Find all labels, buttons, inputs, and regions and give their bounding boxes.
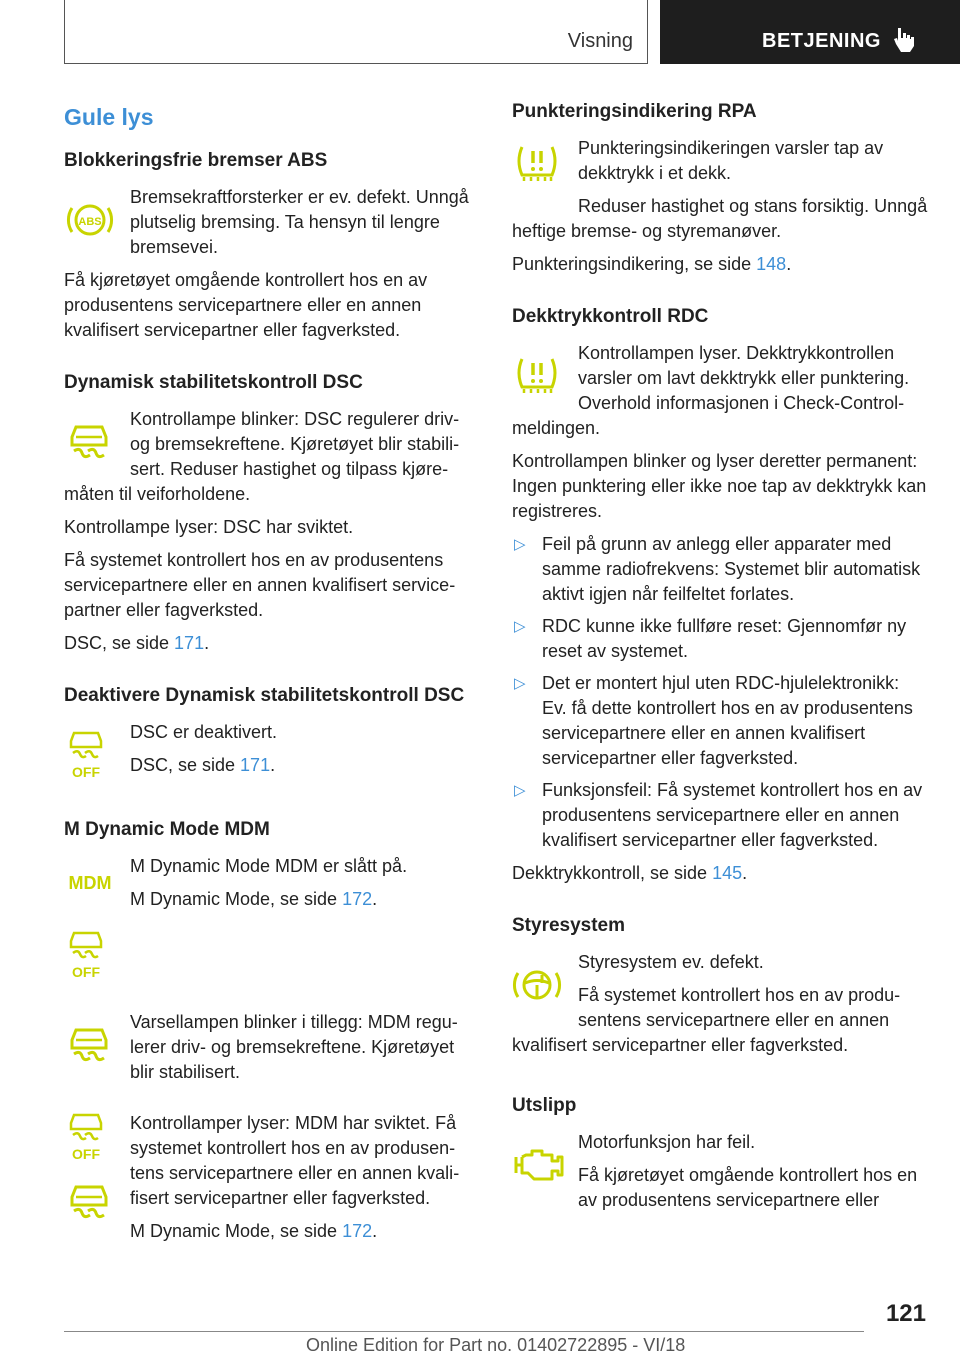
rpa-text-1: Punkteringsindikeringen varsler tap av dekktrykk i et dekk. bbox=[578, 138, 884, 183]
rdc-ref-text: Dekktrykkontroll, se side bbox=[512, 863, 713, 883]
mdm-dsc-off-icon bbox=[64, 920, 130, 990]
rdc-text-2: Kontrollampen blinker og lyser deretter permanent: Ingen punktering eller ikke noe tap av dekktrykk kan registreres. bbox=[512, 451, 927, 521]
tire-pressure-warning-icon bbox=[512, 136, 578, 192]
mdm-ref-text: M Dynamic Mode, se side bbox=[130, 889, 343, 909]
tire-pressure-monitor-icon bbox=[512, 341, 578, 411]
rpa-ref-end: . bbox=[786, 254, 792, 274]
steering-text-1: Styresystem ev. defekt. bbox=[578, 952, 764, 972]
rdc-page-link[interactable]: 145 bbox=[712, 863, 743, 883]
triangle-bullet-icon: ▷ bbox=[514, 675, 526, 692]
engine-warning-icon bbox=[512, 1130, 578, 1200]
abs-entry bbox=[64, 149, 482, 343]
mdm-page-link[interactable]: 172 bbox=[342, 889, 373, 909]
mdm-fail-off-icon bbox=[64, 1111, 108, 1163]
hand-pointer-icon bbox=[892, 24, 916, 54]
edition-text: Online Edition for Part no. 01402722895 - VI/18 bbox=[306, 1335, 686, 1355]
dsc-reference bbox=[64, 631, 482, 656]
emission-text-2: Få kjøretøyet omgående kontrollert hos en av produsentens servicepartnere eller bbox=[578, 1165, 918, 1210]
steering-heading: Styresystem bbox=[512, 915, 626, 936]
mdm-fail-text: Kontrollamper lyser: MDM har sviktet. Få systemet kontrollert hos en av produsentens servicepartnere eller en annen kvalifisert servicepartner eller fagverksted. bbox=[130, 1113, 460, 1208]
rdc-text-1: Kontrollampen lyser. Dekktrykkontrollen varsler om lavt dekktrykk eller punktering. Overhold informasjonen i Check-Control-meldingen. bbox=[512, 343, 910, 438]
steering-text-2: Få systemet kontrollert hos en av produsentens servicepartnere eller en annen kvalifisert servicepartner eller fagverksted. bbox=[512, 985, 901, 1055]
dsc-off-ref-text: DSC, se side bbox=[130, 755, 241, 775]
abs-warning-icon bbox=[64, 185, 130, 255]
mdm-ref2-end: . bbox=[372, 1221, 378, 1241]
header-tab-betjening-label: BETJENING bbox=[762, 30, 881, 52]
dsc-ref-end: . bbox=[204, 633, 210, 653]
mdm-fail-icons bbox=[64, 1111, 130, 1241]
rdc-entry bbox=[512, 305, 928, 886]
dsc-heading: Dynamisk stabilitetskontroll DSC bbox=[64, 372, 363, 393]
right-column bbox=[512, 100, 928, 1249]
mdm-page-link-2[interactable]: 172 bbox=[342, 1221, 373, 1241]
dsc-text-1: Kontrollampe blinker: DSC regulerer driv- og bremsekreftene. Kjøretøyet blir stabilisert. Reduser hastighet og tilpass kjøremåten til veiforholdene. bbox=[64, 409, 460, 504]
abs-text-2: Få kjøretøyet omgående kontrollert hos en av produsentens servicepartnere eller en annen kvalifisert servicepartner eller fagverksted. bbox=[64, 270, 428, 340]
rpa-ref-text: Punkteringsindikering, se side bbox=[512, 254, 757, 274]
mdm-blink-text: Varsellampen blinker i tillegg: MDM regulerer driv- og bremsekreftene. Kjøretøyet blir stabilisert. bbox=[130, 1012, 458, 1082]
dsc-page-link[interactable]: 171 bbox=[174, 633, 205, 653]
steering-warning-icon bbox=[512, 950, 578, 1020]
dsc-off-text-1: DSC er deaktivert. bbox=[130, 722, 278, 742]
rpa-entry bbox=[512, 100, 928, 277]
abs-heading: Blokkeringsfrie bremser ABS bbox=[64, 150, 328, 171]
mdm-text-1: M Dynamic Mode MDM er slått på. bbox=[130, 856, 408, 876]
rdc-bullet-text: Det er montert hjul uten RDC-hjulelektronikk: Ev. få dette kontrollert hos en av produsentens servicepartnere eller en annen kvalifisert servicepartner eller fagverksted. bbox=[542, 673, 913, 768]
rpa-text-2: Reduser hastighet og stans forsiktig. Unngå heftige bremse- og styremanøver. bbox=[512, 196, 928, 241]
triangle-bullet-icon: ▷ bbox=[514, 618, 526, 635]
abs-text-1: Bremsekraftforsterker er ev. defekt. Unngå plutselig bremsing. Ta hensyn til lengre bremsevei. bbox=[130, 187, 469, 257]
rdc-bullet-text: Funksjonsfeil: Få systemet kontrollert hos en av produsentens servicepartnere eller en annen kvalifisert servicepartner eller fagverksted. bbox=[542, 780, 923, 850]
dsc-off-icon bbox=[64, 720, 130, 790]
dsc-off-heading: Deaktivere Dynamisk stabilitetskontroll DSC bbox=[64, 685, 465, 706]
mdm-icon bbox=[64, 854, 130, 910]
dsc-text-2: Kontrollampe lyser: DSC har sviktet. bbox=[64, 517, 354, 537]
rdc-ref-end: . bbox=[742, 863, 748, 883]
dsc-ref-text: DSC, se side bbox=[64, 633, 175, 653]
mdm-icon-label: MDM bbox=[68, 873, 112, 893]
page-number: 121 bbox=[885, 1300, 926, 1327]
mdm-fail-off-label: OFF bbox=[72, 1146, 100, 1162]
abs-icon-label: ABS bbox=[78, 216, 102, 228]
list-item bbox=[512, 671, 928, 771]
rpa-heading: Punkteringsindikering RPA bbox=[512, 101, 757, 122]
emission-text-1: Motorfunksjon har feil. bbox=[578, 1132, 756, 1152]
mdm-entry bbox=[64, 818, 482, 1252]
list-item bbox=[512, 778, 928, 853]
rdc-heading: Dekktrykkontroll RDC bbox=[512, 306, 709, 327]
header-tab-visning bbox=[64, 0, 648, 64]
dsc-off-entry bbox=[64, 684, 482, 790]
mdm-dsc-icon bbox=[64, 1010, 130, 1080]
mdm-ref2-text: M Dynamic Mode, se side bbox=[130, 1221, 343, 1241]
rdc-bullet-list bbox=[512, 532, 928, 853]
rdc-bullet-text: RDC kunne ikke fullføre reset: Gjennomfør ny reset av systemet. bbox=[542, 616, 907, 661]
dsc-warning-icon bbox=[64, 407, 130, 477]
mdm-fail-dsc-icon bbox=[64, 1177, 114, 1227]
steering-entry bbox=[512, 914, 928, 1066]
header-tab-betjening bbox=[660, 0, 960, 64]
rdc-reference bbox=[512, 861, 928, 886]
list-item bbox=[512, 614, 928, 664]
rpa-page-link[interactable]: 148 bbox=[756, 254, 787, 274]
rdc-bullet-text: Feil på grunn av anlegg eller apparater med samme radiofrekvens: Systemet blir automatisk aktivt igjen når feilfeltet forlates. bbox=[542, 534, 921, 604]
dsc-off-page-link[interactable]: 171 bbox=[240, 755, 271, 775]
emission-heading: Utslipp bbox=[512, 1095, 577, 1116]
section-title: Gule lys bbox=[64, 104, 154, 130]
mdm-heading: M Dynamic Mode MDM bbox=[64, 819, 270, 840]
triangle-bullet-icon: ▷ bbox=[514, 782, 526, 799]
emission-entry bbox=[512, 1094, 928, 1221]
triangle-bullet-icon: ▷ bbox=[514, 536, 526, 553]
list-item bbox=[512, 532, 928, 607]
left-column bbox=[64, 100, 482, 1280]
footer-divider bbox=[64, 1331, 864, 1332]
rpa-reference bbox=[512, 252, 928, 277]
dsc-off-ref-end: . bbox=[270, 755, 276, 775]
dsc-off-icon-label: OFF bbox=[72, 764, 100, 780]
dsc-text-3: Få systemet kontrollert hos en av produsentens servicepartnere eller en annen kvalifisert servicepartner eller fagverksted. bbox=[64, 550, 456, 620]
header-tab-visning-label: Visning bbox=[567, 30, 633, 52]
mdm-dsc-off-icon-label: OFF bbox=[72, 964, 100, 980]
mdm-ref-end: . bbox=[372, 889, 378, 909]
dsc-entry bbox=[64, 371, 482, 656]
